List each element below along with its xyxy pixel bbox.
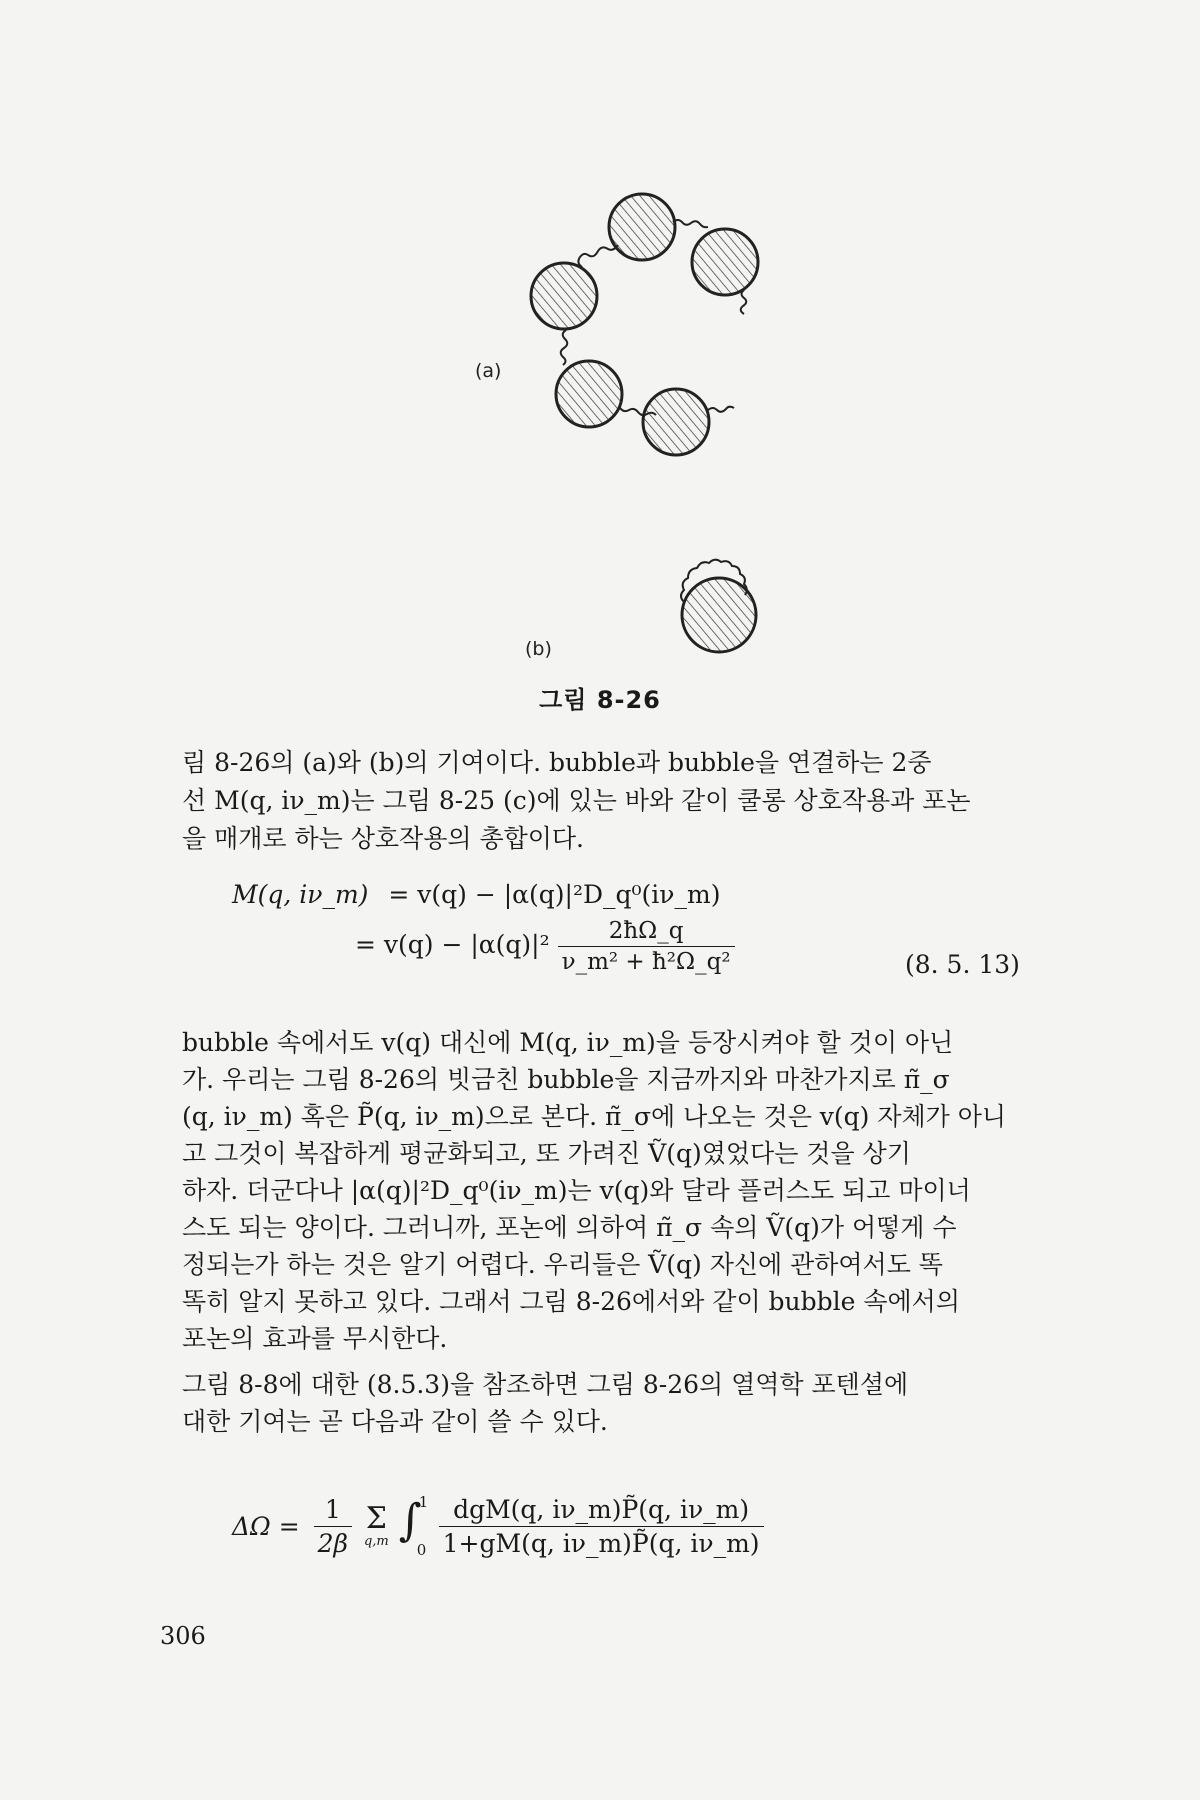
main-fraction bbox=[439, 1495, 764, 1558]
integral-lower-limit: 0 bbox=[416, 1540, 427, 1559]
equation-fraction bbox=[558, 918, 735, 975]
text-line: 그림 8-8에 대한 (8.5.3)을 참조하면 그림 8-26의 열역학 포텐셜에 bbox=[182, 1370, 909, 1399]
summation bbox=[363, 1501, 389, 1549]
integral-symbol: ∫ bbox=[398, 1494, 422, 1546]
bubble-a1 bbox=[609, 194, 675, 260]
equation-lhs: M(q, iν_m) bbox=[232, 880, 369, 909]
bubble-a4 bbox=[556, 361, 622, 427]
figure-8-26 bbox=[0, 0, 1200, 720]
phonon-line-a4 bbox=[561, 330, 568, 365]
main-numerator: dgM(q, iν_m)P̃(q, iν_m) bbox=[439, 1495, 764, 1527]
prefactor-numerator: 1 bbox=[314, 1495, 352, 1527]
fraction-denominator: ν_m² + ħ²Ω_q² bbox=[561, 949, 731, 975]
bubble-a2 bbox=[692, 229, 758, 295]
text-line: bubble 속에서도 v(q) 대신에 M(q, iν_m)을 등장시켜야 할 것이 아닌 bbox=[182, 1028, 954, 1057]
equation-rhs-2-prefix: = v(q) − |α(q)|² bbox=[355, 930, 550, 959]
integral-upper-limit: 1 bbox=[418, 1492, 429, 1511]
equation-line-1 bbox=[232, 880, 720, 909]
sum-subscript: q,m bbox=[363, 1534, 389, 1549]
equation-number: (8. 5. 13) bbox=[905, 950, 1020, 979]
sum-symbol: Σ bbox=[365, 1501, 387, 1536]
text-line: 림 8-26의 (a)와 (b)의 기여이다. bubble과 bubble을 연결하는 2중 bbox=[182, 748, 932, 777]
fraction-numerator: 2ħΩ_q bbox=[558, 918, 735, 947]
phonon-line-a6 bbox=[708, 407, 734, 412]
text-line: 가. 우리는 그림 8-26의 빗금친 bubble을 지금까지와 마찬가지로 π̃_σ bbox=[182, 1065, 950, 1094]
prefactor-fraction bbox=[314, 1495, 352, 1558]
text-line: 스도 되는 양이다. 그러니까, 포논에 의하여 π̃_σ 속의 Ṽ(q)가 어떻게 수 bbox=[182, 1213, 957, 1242]
equation-line-2 bbox=[355, 918, 735, 975]
diagram-b bbox=[681, 560, 756, 652]
phonon-line-a2 bbox=[673, 220, 708, 227]
phonon-line-a1 bbox=[578, 245, 618, 267]
figure-label-b: (b) bbox=[525, 638, 552, 660]
figure-caption: 그림 8-26 bbox=[539, 686, 661, 714]
bubble-a3 bbox=[531, 263, 597, 329]
integral bbox=[397, 1492, 431, 1559]
equation-delta-omega bbox=[232, 1492, 764, 1559]
text-line: 대한 기여는 곧 다음과 같이 쓸 수 있다. bbox=[182, 1407, 608, 1436]
bubble-a5 bbox=[643, 389, 709, 455]
bubble-b bbox=[682, 578, 756, 652]
text-line: (q, iν_m) 혹은 P̃(q, iν_m)으로 본다. π̃_σ에 나오는 것은 v(q) 자체가 아니 bbox=[182, 1102, 1007, 1131]
phonon-line-a3 bbox=[741, 290, 747, 314]
figure-label-a: (a) bbox=[475, 360, 502, 382]
delta-omega-lhs: ΔΩ = bbox=[232, 1512, 300, 1541]
prefactor-denominator: 2β bbox=[317, 1529, 348, 1558]
page-number: 306 bbox=[160, 1622, 206, 1650]
text-line: 똑히 알지 못하고 있다. 그래서 그림 8-26에서와 같이 bubble 속에서의 bbox=[182, 1287, 960, 1316]
text-line: 하자. 더군다나 |α(q)|²D_q⁰(iν_m)는 v(q)와 달라 플러스도 되고 마이너 bbox=[182, 1176, 971, 1205]
text-line: 고 그것이 복잡하게 평균화되고, 또 가려진 Ṽ(q)였었다는 것을 상기 bbox=[182, 1139, 911, 1168]
text-line: 선 M(q, iν_m)는 그림 8-25 (c)에 있는 바와 같이 쿨롱 상호작용과 포논 bbox=[182, 786, 971, 815]
text-line: 정되는가 하는 것은 알기 어렵다. 우리들은 Ṽ(q) 자신에 관하여서도 똑 bbox=[182, 1250, 943, 1279]
equation-rhs-1: = v(q) − |α(q)|²D_q⁰(iν_m) bbox=[388, 880, 721, 909]
main-denominator: 1+gM(q, iν_m)P̃(q, iν_m) bbox=[442, 1529, 760, 1558]
text-line: 포논의 효과를 무시한다. bbox=[182, 1324, 448, 1353]
diagram-a bbox=[531, 194, 758, 455]
text-line: 을 매개로 하는 상호작용의 총합이다. bbox=[182, 824, 584, 853]
